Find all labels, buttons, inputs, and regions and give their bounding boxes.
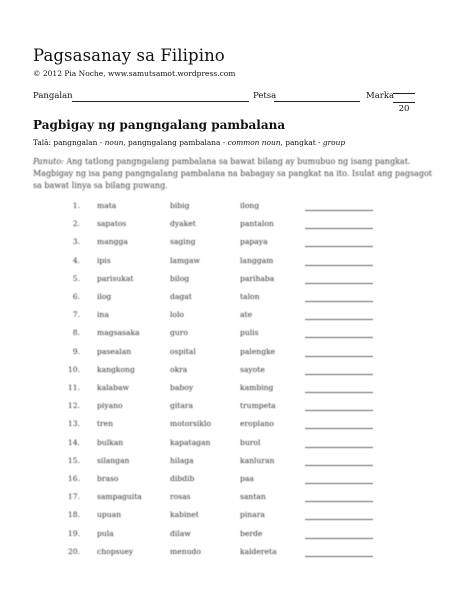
score-box	[393, 88, 415, 115]
item-word-1: chopsuey	[97, 546, 134, 556]
list-item	[0, 438, 474, 453]
list-item	[0, 274, 474, 289]
name-label: Pangalan	[33, 91, 73, 101]
item-word-1: kangkong	[97, 364, 135, 374]
note-group: group	[322, 138, 346, 147]
item-word-3: papaya	[240, 237, 268, 247]
list-item	[0, 456, 474, 471]
item-word-2: dibdib	[170, 474, 195, 483]
list-item	[0, 474, 474, 489]
item-word-2: guro	[170, 328, 188, 338]
item-word-2: bibig	[170, 201, 190, 210]
list-item	[0, 419, 474, 434]
item-word-1: mangga	[97, 237, 128, 247]
instructions-text: Ang tatlong pangngalang pambalana sa bawat bilang ay bumubuo ng isang pangkat. Magbigay ng isa pang pangngalang pambalana na babagay sa pangkat na ito. Isulat ang pagsagot sa bawat linya sa bilang puwang.	[33, 157, 433, 190]
instructions-lead: Panuto:	[33, 157, 64, 166]
item-number: 20.	[67, 546, 80, 556]
item-word-1: ipis	[97, 255, 111, 265]
item-word-1: upuan	[97, 510, 122, 520]
answer-blank[interactable]	[305, 337, 373, 338]
item-number: 4.	[72, 255, 80, 265]
list-item	[0, 201, 474, 216]
list-item	[0, 310, 474, 325]
item-word-3: ilong	[240, 201, 260, 210]
list-item	[0, 529, 474, 544]
answer-blank[interactable]	[305, 519, 373, 520]
item-word-3: eroplano	[240, 419, 274, 429]
answer-blank[interactable]	[305, 501, 373, 502]
list-item	[0, 510, 474, 525]
list-item	[0, 401, 474, 416]
item-word-3: ate	[240, 310, 253, 320]
item-number: 12.	[67, 401, 80, 411]
item-word-1: pasealan	[97, 346, 132, 356]
item-number: 1.	[72, 201, 80, 210]
score-blank	[393, 93, 415, 102]
item-word-1: ilog	[97, 292, 112, 301]
item-number: 3.	[72, 237, 80, 247]
item-number: 5.	[72, 273, 80, 283]
score-total: 20	[393, 102, 415, 115]
note-noun: noun	[104, 138, 124, 147]
item-word-1: magsasaka	[97, 328, 140, 338]
answer-blank[interactable]	[305, 246, 373, 247]
item-number: 17.	[67, 492, 80, 502]
date-label: Petsa	[253, 91, 277, 101]
item-word-2: hilaga	[170, 455, 194, 465]
item-word-3: langgam	[240, 255, 274, 265]
note-prefix: Talâ: pangngalan -	[33, 138, 105, 147]
item-word-2: ospital	[170, 346, 196, 356]
item-number: 19.	[67, 528, 80, 538]
answer-blank[interactable]	[305, 319, 373, 320]
item-word-1: ina	[97, 310, 109, 320]
answer-blank[interactable]	[305, 374, 373, 375]
instructions	[33, 156, 441, 192]
item-number: 14.	[67, 437, 80, 447]
item-word-2: lamgaw	[170, 255, 201, 265]
item-word-2: rosas	[170, 492, 191, 502]
section-title: Pagbigay ng pangngalang pambalana	[33, 118, 286, 132]
item-word-3: pantalon	[240, 219, 274, 229]
copyright-line: © 2012 Pia Noche, www.samutsamot.wordpress.com	[33, 69, 236, 78]
list-item	[0, 292, 474, 307]
answer-blank[interactable]	[305, 356, 373, 357]
item-word-1: braso	[97, 474, 119, 483]
item-word-2: motorsiklo	[170, 419, 211, 429]
item-word-3: parihaba	[240, 273, 275, 283]
list-item	[0, 328, 474, 343]
item-word-2: gitara	[170, 401, 194, 411]
item-word-3: talon	[240, 292, 260, 301]
list-item	[0, 219, 474, 234]
item-word-3: berde	[240, 528, 263, 538]
score-label: Marka	[366, 91, 395, 101]
item-word-3: kambing	[240, 383, 274, 392]
item-word-2: lolo	[170, 310, 185, 320]
item-number: 16.	[67, 474, 80, 483]
item-word-2: dilaw	[170, 528, 191, 538]
item-word-3: pinara	[240, 510, 265, 520]
note-middle2: , pangkat -	[280, 138, 323, 147]
item-word-1: bulkan	[97, 437, 124, 447]
item-word-3: sayote	[240, 364, 265, 374]
item-number: 9.	[72, 346, 80, 356]
list-item	[0, 547, 474, 562]
answer-blank[interactable]	[305, 283, 373, 284]
item-number: 2.	[72, 219, 80, 229]
item-number: 13.	[67, 419, 80, 429]
list-item	[0, 256, 474, 271]
item-word-1: parisukat	[97, 273, 134, 283]
answer-blank[interactable]	[305, 210, 373, 211]
answer-blank[interactable]	[305, 228, 373, 229]
item-word-2: okra	[170, 364, 188, 374]
list-item	[0, 383, 474, 398]
list-item	[0, 347, 474, 362]
item-word-3: kanluran	[240, 455, 275, 465]
answer-blank[interactable]	[305, 538, 373, 539]
item-word-2: menudo	[170, 546, 201, 556]
item-number: 7.	[72, 310, 80, 320]
item-word-3: pulis	[240, 328, 259, 338]
item-word-1: silangan	[97, 455, 130, 465]
list-item	[0, 365, 474, 380]
item-word-3: palengke	[240, 346, 276, 356]
item-number: 6.	[72, 292, 80, 301]
glossary-note	[33, 138, 345, 147]
page-title: Pagsasanay sa Filipino	[33, 46, 225, 65]
item-word-2: dyaket	[170, 219, 196, 229]
answer-blank[interactable]	[305, 428, 373, 429]
answer-blank[interactable]	[305, 447, 373, 448]
item-word-3: santan	[240, 492, 266, 502]
item-word-1: kalabaw	[97, 383, 129, 392]
item-word-3: burol	[240, 437, 261, 447]
note-middle: , pangngalang pambalana -	[123, 138, 228, 147]
item-number: 11.	[67, 383, 80, 392]
item-word-1: mata	[97, 201, 117, 210]
name-blank	[72, 101, 249, 102]
date-blank	[274, 101, 360, 102]
item-number: 15.	[67, 455, 80, 465]
item-number: 10.	[67, 364, 80, 374]
item-word-2: bilog	[170, 273, 190, 283]
item-word-1: piyano	[97, 401, 123, 411]
item-word-1: tren	[97, 419, 114, 429]
list-item	[0, 492, 474, 507]
item-word-1: sapatos	[97, 219, 127, 229]
answer-blank[interactable]	[305, 410, 373, 411]
item-word-2: baboy	[170, 383, 194, 392]
item-word-2: saging	[170, 237, 196, 247]
item-word-1: sampaguita	[97, 492, 142, 502]
item-word-2: kabinet	[170, 510, 199, 520]
item-word-1: pula	[97, 528, 114, 538]
answer-blank[interactable]	[305, 483, 373, 484]
item-word-3: trumpeta	[240, 401, 276, 411]
item-word-3: kaldereta	[240, 546, 277, 556]
item-word-2: dagat	[170, 292, 192, 301]
item-word-2: kapatagan	[170, 437, 211, 447]
answer-blank[interactable]	[305, 301, 373, 302]
answer-blank[interactable]	[305, 465, 373, 466]
item-number: 18.	[67, 510, 80, 520]
answer-blank[interactable]	[305, 265, 373, 266]
note-common-noun: common noun	[227, 138, 281, 147]
answer-blank[interactable]	[305, 392, 373, 393]
answer-blank[interactable]	[305, 556, 373, 557]
item-word-3: paa	[240, 474, 254, 483]
list-item	[0, 237, 474, 252]
item-number: 8.	[72, 328, 80, 338]
